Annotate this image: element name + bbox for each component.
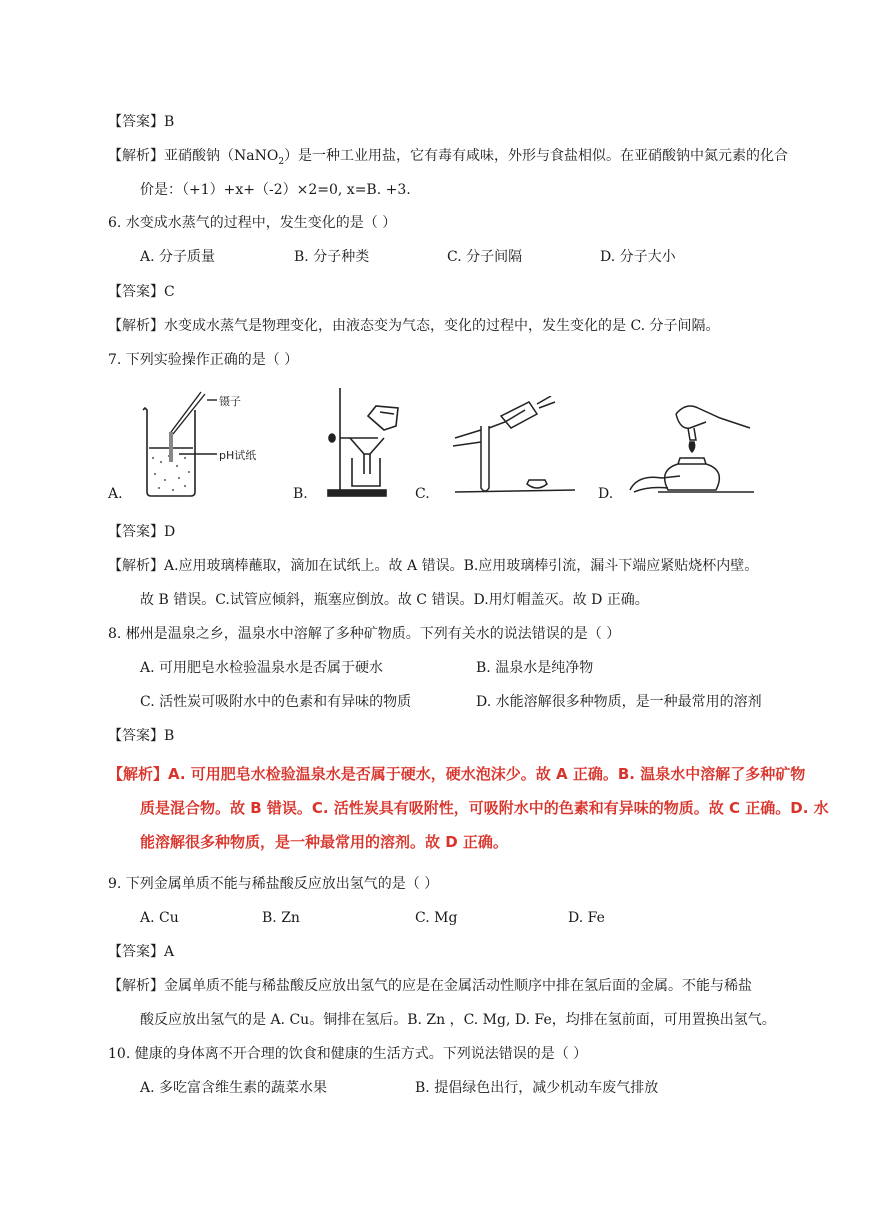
q9-option-c: C. Mg	[415, 910, 458, 926]
q9-analysis-line-2: 酸反应放出氢气的是 A. Cu。铜排在氢后。B. Zn ，C. Mg, D. Fe，均排在氢前面，可用置换出氢气。	[140, 1012, 776, 1028]
q10-option-b: B. 提倡绿色出行，减少机动车废气排放	[415, 1080, 659, 1096]
q9-answer: 【答案】A	[108, 944, 175, 960]
figure-a-beaker-ph-paper	[135, 388, 280, 500]
q6-option-d: D. 分子大小	[600, 249, 676, 265]
q7-figure-label-a: A.	[108, 486, 123, 502]
q6-analysis: 【解析】水变成水蒸气是物理变化，由液态变为气态，变化的过程中，发生变化的是 C. 分子间隔。	[108, 318, 720, 334]
q6-answer: 【答案】C	[108, 284, 175, 300]
figure-c-pouring-liquid	[445, 396, 585, 496]
q7-analysis-line-1: 【解析】A.应用玻璃棒蘸取，滴加在试纸上。故 A 错误。B.应用玻璃棒引流，漏斗下端应紧贴烧杯内壁。	[108, 558, 759, 574]
q6-option-c: C. 分子间隔	[447, 249, 523, 265]
q9-question: 9. 下列金属单质不能与稀盐酸反应放出氢气的是（ ）	[108, 876, 439, 892]
q10-option-a: A. 多吃富含维生素的蔬菜水果	[140, 1080, 328, 1096]
q8-option-d: D. 水能溶解很多种物质，是一种最常用的溶剂	[476, 694, 762, 710]
q10-question: 10. 健康的身体离不开合理的饮食和健康的生活方式。下列说法错误的是（ ）	[108, 1046, 588, 1062]
q7-analysis-line-2: 故 B 错误。C.试管应倾斜，瓶塞应倒放。故 C 错误。D.用灯帽盖灭。故 D 正确。	[140, 592, 649, 608]
q9-option-a: A. Cu	[140, 910, 179, 926]
q7-figure-label-d: D.	[598, 486, 614, 502]
q8-option-b: B. 温泉水是纯净物	[476, 660, 594, 676]
q5-analysis-line-1: 【解析】亚硝酸钠（NaNO$_2$）是一种工业用盐，它有毒有咸味，外形与食盐相似。在亚硝酸钠中氮元素的化合	[108, 148, 789, 167]
q8-analysis-line-2: 质是混合物。故 B 错误。C. 活性炭具有吸附性，可吸附水中的色素和有异味的物质。故 C 正确。D. 水	[140, 799, 829, 817]
q8-option-c: C. 活性炭可吸附水中的色素和有异味的物质	[140, 694, 412, 710]
figure-a-label-ph-paper: pH试纸	[219, 449, 257, 462]
q6-option-b: B. 分子种类	[294, 249, 370, 265]
figure-a-label-tweezers: 镊子	[219, 395, 241, 408]
q8-analysis-line-3: 能溶解很多种物质，是一种最常用的溶剂。故 D 正确。	[140, 833, 508, 851]
q5-analysis-line-2: 价是：（+1）+x+（-2）×2=0, x=B. +3.	[140, 182, 411, 198]
q9-option-b: B. Zn	[262, 910, 300, 926]
q7-answer: 【答案】D	[108, 524, 176, 540]
q6-option-a: A. 分子质量	[140, 249, 216, 265]
q6-question: 6. 水变成水蒸气的过程中，发生变化的是（ ）	[108, 215, 397, 231]
q8-analysis-line-1: 【解析】A. 可用肥皂水检验温泉水是否属于硬水，硬水泡沫少。故 A 正确。B. 温泉水中溶解了多种矿物	[108, 765, 806, 783]
q8-answer: 【答案】B	[108, 728, 175, 744]
q9-option-d: D. Fe	[568, 910, 605, 926]
q8-question: 8. 郴州是温泉之乡，温泉水中溶解了多种矿物质。下列有关水的说法错误的是（ ）	[108, 626, 621, 642]
figure-b-filtration	[318, 386, 413, 501]
q8-option-a: A. 可用肥皂水检验温泉水是否属于硬水	[140, 660, 384, 676]
q7-question: 7. 下列实验操作正确的是（ ）	[108, 352, 299, 368]
figure-d-alcohol-lamp	[628, 400, 758, 500]
q5-answer: 【答案】B	[108, 114, 175, 130]
q9-analysis-line-1: 【解析】金属单质不能与稀盐酸反应放出氢气的应是在金属活动性顺序中排在氢后面的金属。不能与稀盐	[108, 978, 752, 994]
q7-figure-label-c: C.	[415, 486, 430, 502]
q7-figure-label-b: B.	[293, 486, 308, 502]
